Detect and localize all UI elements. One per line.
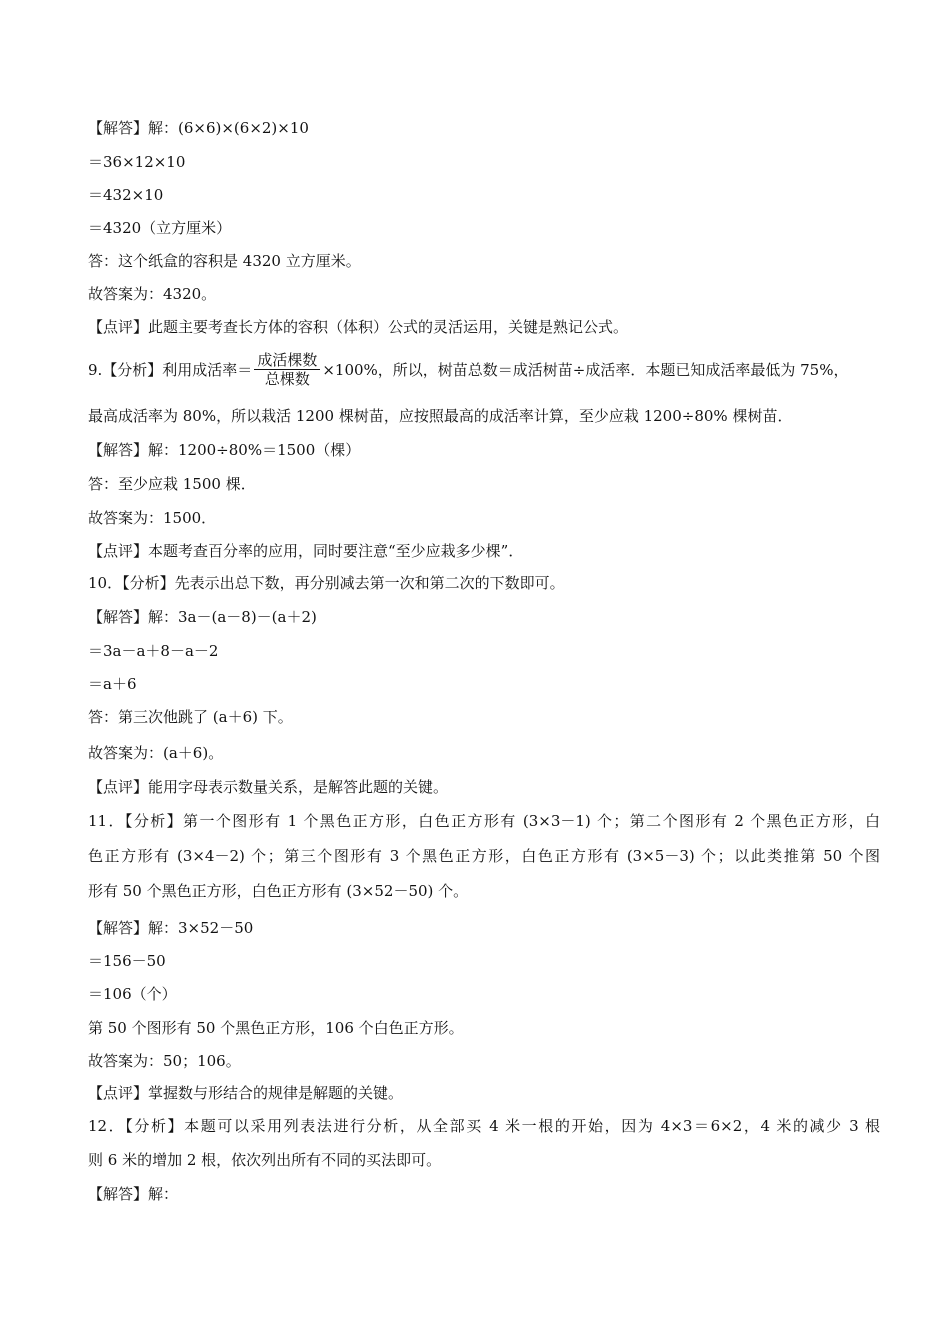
calc-step: ＝156－50 xyxy=(88,952,166,970)
analysis-line: 形有 50 个黑色正方形，白色正方形有 (3×52－50) 个。 xyxy=(88,882,469,900)
calc-step: ＝3a－a＋8－a－2 xyxy=(88,642,219,660)
answer-statement: 第 50 个图形有 50 个黑色正方形，106 个白色正方形。 xyxy=(88,1019,464,1037)
analysis-line-q12: 12．【分析】本题可以采用列表法进行分析，从全部买 4 米一根的开始，因为 4×3＝6×2，4 米的减少 3 根 xyxy=(88,1117,880,1135)
calc-step: ＝36×12×10 xyxy=(88,153,186,171)
analysis-line: 最高成活率为 80%，所以栽活 1200 棵树苗，应按照最高的成活率计算，至少应栽 1200÷80% 棵树苗． xyxy=(88,407,793,425)
analysis-line-q10: 10．【分析】先表示出总下数，再分别减去第一次和第二次的下数即可。 xyxy=(88,574,565,592)
answer-line: 【解答】解：3×52－50 xyxy=(88,919,254,937)
analysis-line: 则 6 米的增加 2 根，依次列出所有不同的买法即可。 xyxy=(88,1151,442,1169)
comment-line: 【点评】掌握数与形结合的规律是解题的关键。 xyxy=(88,1084,404,1102)
answer-line: 【解答】解： xyxy=(88,1185,179,1203)
calc-step: ＝a＋6 xyxy=(88,675,137,693)
analysis-text: ×100%，所以，树苗总数＝成活树苗÷成活率．本题已知成活率最低为 75%， xyxy=(322,361,849,379)
final-answer: 故答案为：1500． xyxy=(88,509,217,527)
answer-line: 【解答】解：3a－(a－8)－(a＋2) xyxy=(88,608,317,626)
final-answer: 故答案为：(a＋6)。 xyxy=(88,744,224,762)
fraction-denominator: 总棵数 xyxy=(264,369,310,388)
answer-statement: 答：这个纸盒的容积是 4320 立方厘米。 xyxy=(88,252,361,270)
analysis-line-q11: 11．【分析】第一个图形有 1 个黑色正方形，白色正方形有 (3×3－1) 个；第二个图形有 2 个黑色正方形，白 xyxy=(88,812,880,830)
analysis-line: 色正方形有 (3×4－2) 个；第三个图形有 3 个黑色正方形，白色正方形有 (3×5－3) 个；以此类推第 50 个图 xyxy=(88,847,880,865)
calc-step: ＝4320（立方厘米） xyxy=(88,219,232,237)
answer-line: 【解答】解：1200÷80%＝1500（棵） xyxy=(88,441,361,459)
analysis-text: 9.【分析】利用成活率＝ xyxy=(88,361,253,379)
fraction xyxy=(254,351,320,388)
answer-statement: 答：第三次他跳了 (a＋6) 下。 xyxy=(88,708,293,726)
calc-step: ＝106（个） xyxy=(88,985,177,1003)
calc-step: ＝432×10 xyxy=(88,186,164,204)
comment-line: 【点评】能用字母表示数量关系，是解答此题的关键。 xyxy=(88,778,449,796)
analysis-line-q9 xyxy=(88,350,880,390)
comment-line: 【点评】此题主要考查长方体的容积（体积）公式的灵活运用，关键是熟记公式。 xyxy=(88,318,629,336)
final-answer: 故答案为：4320。 xyxy=(88,285,217,303)
final-answer: 故答案为：50；106。 xyxy=(88,1052,241,1070)
comment-line: 【点评】本题考查百分率的应用，同时要注意“至少应栽多少棵”． xyxy=(88,542,524,560)
fraction-numerator: 成活棵数 xyxy=(254,351,320,370)
answer-statement: 答：至少应栽 1500 棵． xyxy=(88,475,256,493)
answer-line: 【解答】解：(6×6)×(6×2)×10 xyxy=(88,119,309,137)
